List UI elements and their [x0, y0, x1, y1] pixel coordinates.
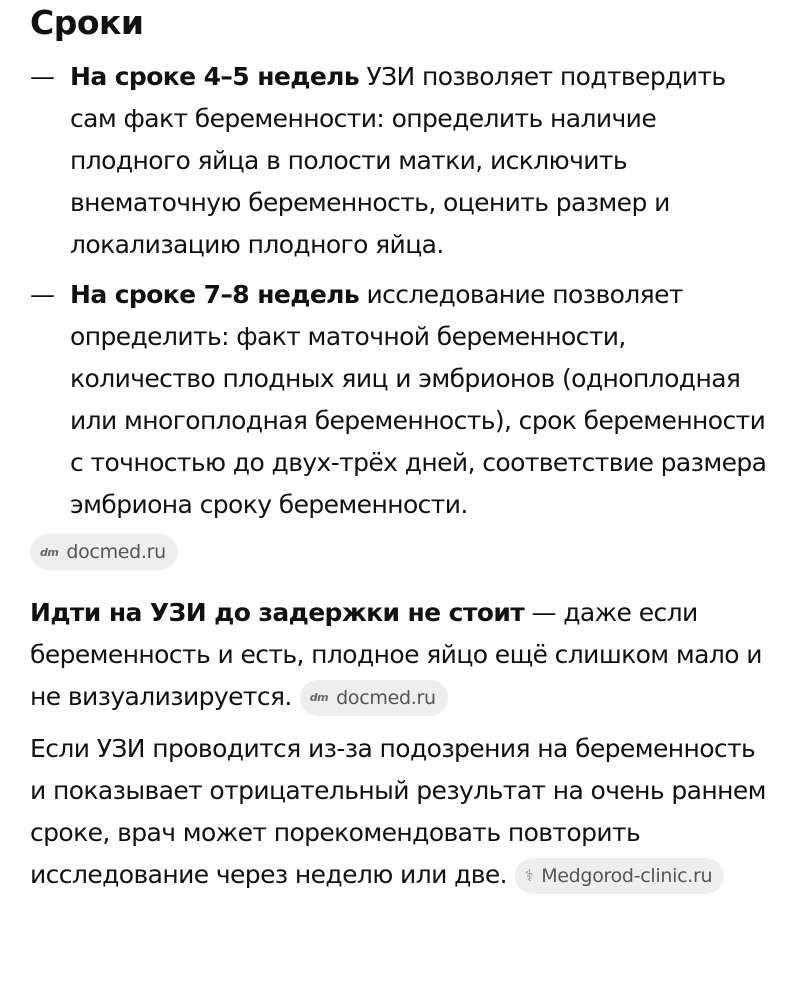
- paragraph-text: Если УЗИ проводится из-за подозрения на беременность и показывает отрицательный результат на очень раннем сроке, врач может порекомендовать повторить исследование через неделю или две.: [30, 734, 766, 889]
- dm-favicon-icon: dm: [309, 691, 329, 704]
- dm-favicon-icon: dm: [40, 545, 59, 559]
- list-dash: —: [30, 62, 55, 91]
- source-link-docmed[interactable]: [30, 534, 178, 570]
- terms-list: [30, 56, 768, 526]
- term-heading: На сроке 4–5 недель: [70, 62, 360, 91]
- paragraph-negative: [30, 728, 768, 896]
- section-title: Сроки: [30, 3, 144, 42]
- clinic-favicon-icon: ⚕: [525, 866, 534, 885]
- source-label: docmed.ru: [66, 541, 166, 563]
- paragraph-no-early: [30, 592, 768, 718]
- source-label: Medgorod-clinic.ru: [541, 865, 713, 887]
- list-item: [30, 274, 768, 526]
- paragraph-text: — даже если беременность и есть, плодное яйцо ещё слишком мало и не визуализируется.: [30, 598, 762, 711]
- source-block: [30, 534, 768, 570]
- paragraph-heading: Идти на УЗИ до задержки не стоит: [30, 598, 525, 627]
- term-text: УЗИ позволяет подтвердить сам факт беременности: определить наличие плодного яйца в полости матки, исключить внематочную беременность, оценить размер и локализацию плодного яйца.: [70, 62, 726, 259]
- term-heading: На сроке 7–8 недель: [70, 280, 360, 309]
- source-link-medgorod[interactable]: [515, 858, 724, 894]
- list-item: [30, 56, 768, 266]
- list-dash: —: [30, 280, 55, 309]
- source-label: docmed.ru: [336, 687, 436, 709]
- term-text: исследование позволяет определить: факт маточной беременности, количество плодных яиц и эмбрионов (одноплодная или многоплодная беременность), срок беременности с точностью до двух-трёх дней, соответствие размера эмбриона сроку беременности.: [70, 280, 767, 519]
- source-link-docmed[interactable]: [300, 680, 448, 716]
